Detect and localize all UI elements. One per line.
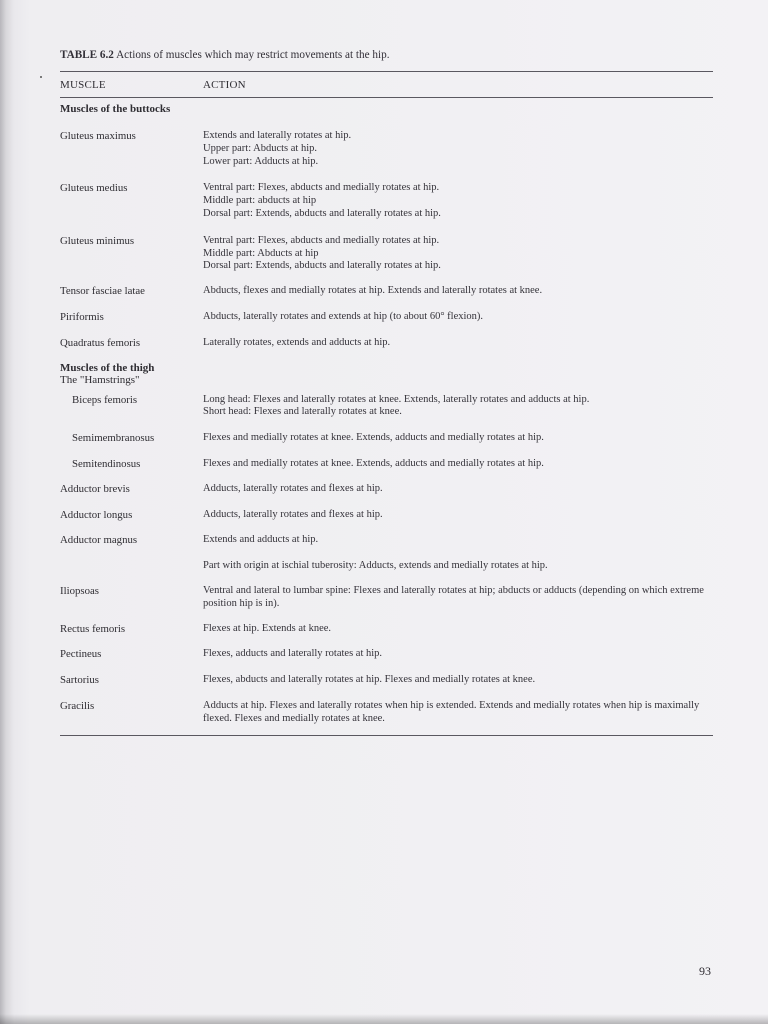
table-row: [60, 235, 714, 273]
action-line: Extends and laterally rotates at hip.: [203, 130, 352, 141]
action-line: Adducts, laterally rotates and flexes at hip.: [203, 508, 383, 520]
muscle-name: Piriformis: [60, 310, 104, 323]
muscle-action: [203, 700, 714, 726]
action-line: Ventral and lateral to lumbar spine: Flexes and laterally rotates at hip; abducts or adducts (depending on which extreme position hip is in).: [203, 584, 704, 609]
muscle-name: Quadratus femoris: [60, 336, 141, 349]
muscle-name: Semitendinosus: [72, 457, 141, 470]
muscle-action: [203, 585, 714, 611]
section-hamstrings: The "Hamstrings": [60, 373, 140, 386]
action-line: Lower part: Adducts at hip.: [203, 155, 319, 167]
muscle-name: Semimembranosus: [72, 432, 155, 445]
muscle-name: Gracilis: [60, 699, 95, 712]
table-row: [60, 700, 714, 726]
table-row: [60, 585, 714, 611]
muscle-action: [203, 432, 714, 445]
muscle-action: [203, 130, 714, 168]
muscle-name: Gluteus minimus: [60, 234, 135, 247]
table-row: [60, 130, 714, 168]
page-number: 93: [699, 964, 711, 978]
action-line: Dorsal part: Extends, abducts and laterally rotates at hip.: [203, 207, 441, 219]
table-row: [60, 509, 714, 522]
muscle-name: Tensor fasciae latae: [60, 285, 145, 298]
table-header: [60, 72, 714, 97]
table-row: [60, 182, 714, 220]
table-row: [60, 648, 714, 661]
table-container: [60, 49, 714, 736]
muscle-name: Rectus femoris: [60, 622, 126, 635]
header-muscle: MUSCLE: [60, 78, 106, 91]
action-line: Dorsal part: Extends, abducts and laterally rotates at hip.: [203, 260, 441, 272]
table-row: [60, 432, 714, 445]
table-number: TABLE 6.2: [60, 49, 114, 61]
muscle-action: [203, 509, 714, 522]
page-speck: [40, 76, 42, 78]
muscle-action: [203, 560, 714, 573]
action-line: Flexes, adducts and laterally rotates at hip.: [203, 648, 383, 660]
header-action: ACTION: [203, 78, 246, 91]
action-line: Extends and adducts at hip.: [203, 534, 319, 546]
table-row: [60, 285, 714, 298]
action-line: Abducts, flexes and medially rotates at hip. Extends and laterally rotates at knee.: [203, 285, 543, 297]
muscle-action: [203, 623, 714, 636]
muscle-name: Pectineus: [60, 648, 102, 661]
muscle-action: [203, 648, 714, 661]
action-line: Flexes, abducts and laterally rotates at hip. Flexes and medially rotates at knee.: [203, 674, 536, 686]
action-line: Adducts at hip. Flexes and laterally rotates when hip is extended. Extends and medially rotates when hip is maximally flexed. Flexes and medially rotates at knee.: [203, 699, 700, 724]
table-row: [60, 623, 714, 636]
section-buttocks: Muscles of the buttocks: [60, 103, 171, 115]
action-line: Ventral part: Flexes, abducts and medially rotates at hip.: [203, 234, 440, 246]
muscle-name: Iliopsoas: [60, 584, 99, 597]
muscle-name: Sartorius: [60, 674, 99, 687]
muscle-action: [203, 337, 714, 350]
action-line: Long head: Flexes and laterally rotates at knee. Extends, laterally rotates and adducts at hip.: [203, 393, 590, 405]
muscle-name: Biceps femoris: [72, 393, 138, 406]
muscle-name: Adductor magnus: [60, 534, 138, 547]
table-row: [60, 483, 714, 496]
muscle-name: Adductor longus: [60, 508, 133, 521]
header-rule: [60, 97, 713, 98]
muscle-action: [203, 285, 714, 298]
muscle-name: [60, 560, 203, 573]
muscle-action: [203, 394, 714, 420]
action-line: Part with origin at ischial tuberosity: Adducts, extends and medially rotates at hip.: [203, 560, 548, 572]
table-caption-text: Actions of muscles which may restrict movements at the hip.: [116, 49, 390, 61]
table-row: [60, 458, 714, 471]
action-line: Middle part: abducts at hip: [203, 195, 317, 207]
muscle-action: [203, 483, 714, 496]
muscle-name: Gluteus maximus: [60, 130, 136, 142]
action-line: Flexes and medially rotates at knee. Extends, adducts and medially rotates at hip.: [203, 457, 544, 469]
table-caption: [60, 49, 714, 61]
table-row: [60, 674, 714, 687]
action-line: Flexes at hip. Extends at knee.: [203, 622, 332, 634]
table-row: [60, 394, 714, 420]
action-line: Flexes and medially rotates at knee. Extends, adducts and medially rotates at hip.: [203, 432, 544, 444]
table-row: [60, 560, 714, 573]
muscle-action: [203, 458, 714, 471]
muscle-action: [203, 182, 714, 220]
action-line: Ventral part: Flexes, abducts and medially rotates at hip.: [203, 182, 440, 194]
section-thigh: Muscles of the thigh: [60, 361, 155, 374]
muscle-action: [203, 311, 714, 324]
action-line: Middle part: Abducts at hip: [203, 247, 319, 259]
muscle-action: [203, 674, 714, 687]
action-line: Abducts, laterally rotates and extends at hip (to about 60° flexion).: [203, 310, 484, 322]
bottom-rule: [60, 735, 713, 736]
action-line: Short head: Flexes and laterally rotates at knee.: [203, 406, 402, 418]
muscle-name: Adductor brevis: [60, 482, 130, 495]
muscle-action: [203, 235, 714, 273]
table-row: [60, 534, 714, 547]
muscle-name: Gluteus medius: [60, 182, 128, 195]
page-edge-shadow: [0, 1014, 768, 1024]
table-row: [60, 311, 714, 324]
action-line: Adducts, laterally rotates and flexes at hip.: [203, 482, 383, 494]
muscle-action: [203, 534, 714, 547]
action-line: Laterally rotates, extends and adducts at hip.: [203, 336, 391, 348]
action-line: Upper part: Abducts at hip.: [203, 142, 318, 154]
table-row: [60, 337, 714, 350]
